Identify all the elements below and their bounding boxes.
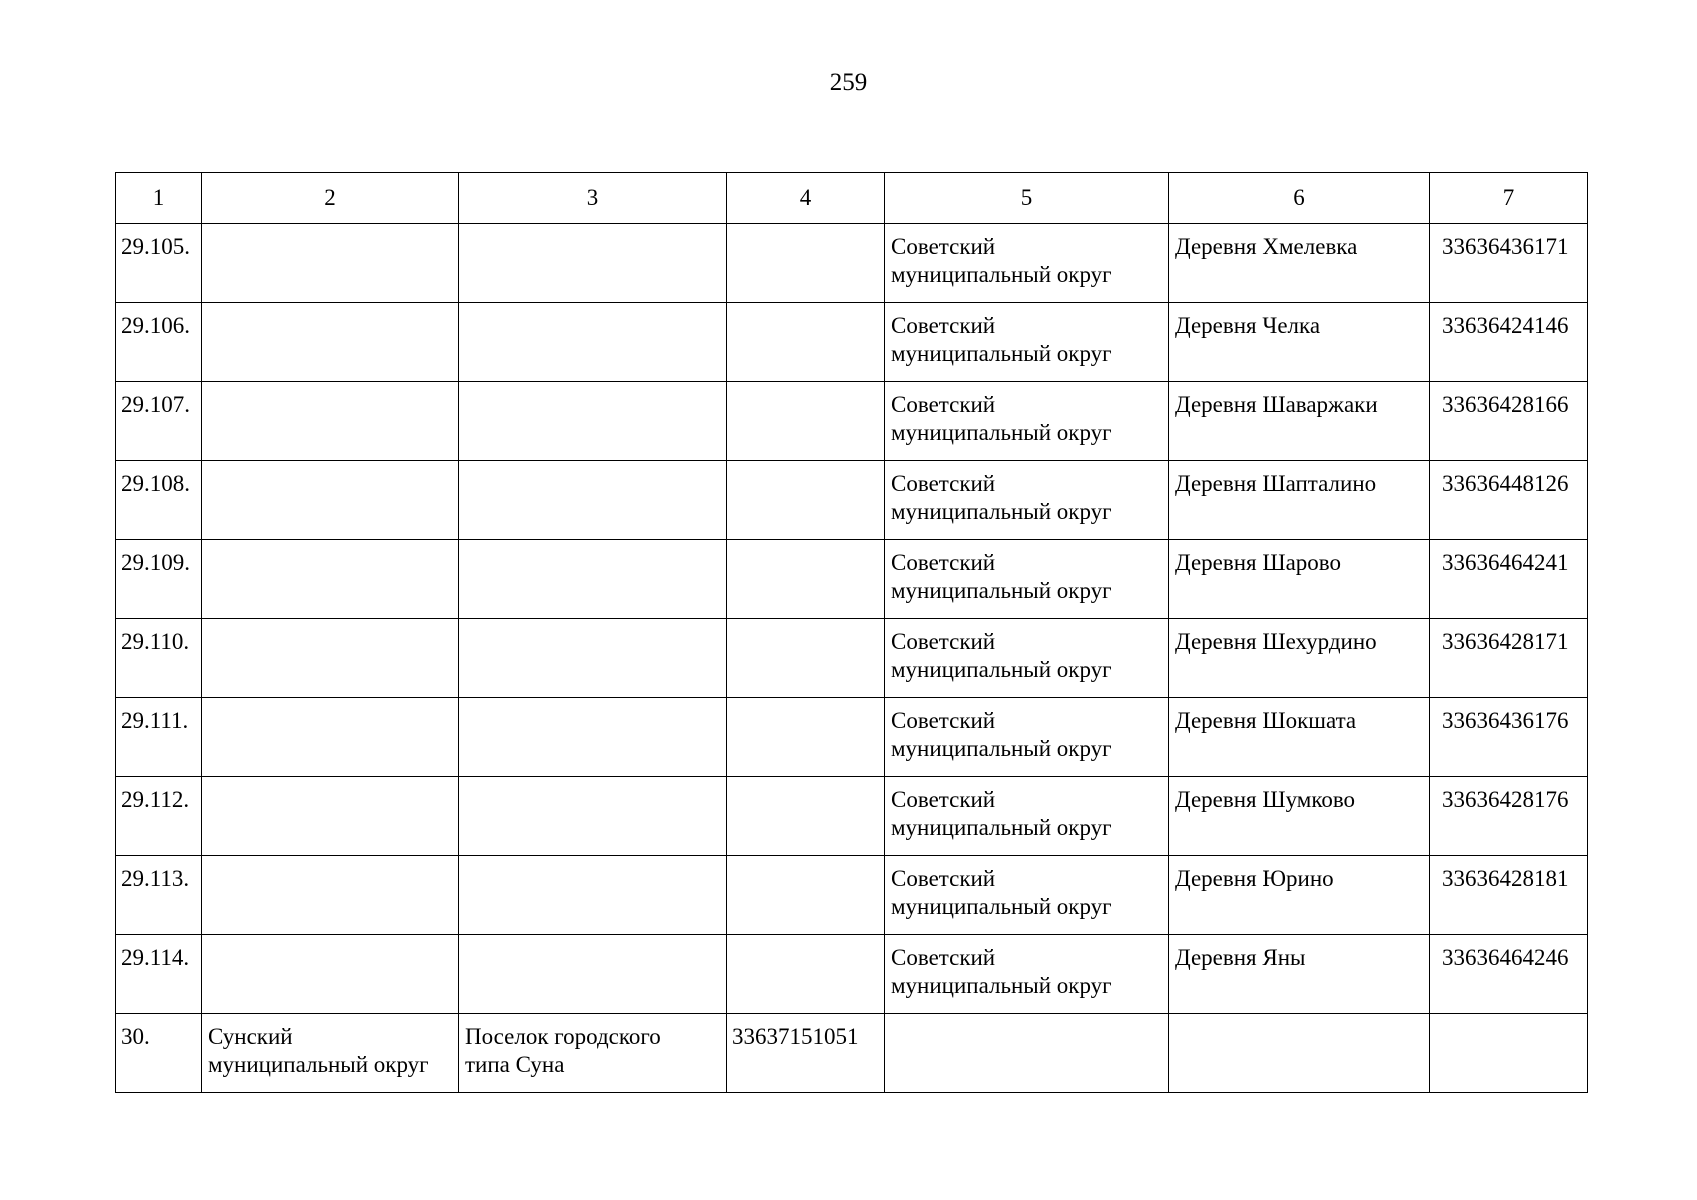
column-header: 4 [727, 173, 885, 224]
municipality-cell [885, 382, 1169, 461]
row-number-cell: 29.114. [116, 935, 202, 1014]
table-row [116, 619, 1588, 698]
cell-col-3 [459, 619, 727, 698]
cell-col-4 [727, 382, 885, 461]
cell-col-3 [459, 935, 727, 1014]
table-row [116, 224, 1588, 303]
cell-col-4 [727, 303, 885, 382]
row-number-cell: 29.110. [116, 619, 202, 698]
table-header-row [116, 173, 1588, 224]
municipality-name: Советский [891, 313, 996, 338]
row-number-cell: 29.112. [116, 777, 202, 856]
settlement-cell [459, 1014, 727, 1093]
municipality-name: Советский [891, 787, 996, 812]
cell-col-3 [459, 698, 727, 777]
municipality-cell [885, 777, 1169, 856]
cell-col-3 [459, 777, 727, 856]
row-number-cell: 29.109. [116, 540, 202, 619]
oktmo-code-cell: 33636464241 [1430, 540, 1588, 619]
column-header: 7 [1430, 173, 1588, 224]
settlement-cell: Деревня Яны [1169, 935, 1430, 1014]
cell-col-7 [1430, 1014, 1588, 1093]
table-row [116, 1014, 1588, 1093]
page-number: 259 [829, 69, 868, 96]
oktmo-code-cell: 33636448126 [1430, 461, 1588, 540]
table-row [116, 382, 1588, 461]
oktmo-code-cell: 33636436171 [1430, 224, 1588, 303]
cell-col-2 [202, 461, 459, 540]
cell-col-2 [202, 856, 459, 935]
table-row [116, 935, 1588, 1014]
table-row [116, 856, 1588, 935]
settlement-cell: Деревня Челка [1169, 303, 1430, 382]
cell-col-4 [727, 540, 885, 619]
cell-col-3 [459, 856, 727, 935]
municipality-name: Советский [891, 629, 996, 654]
oktmo-code-cell: 33636428171 [1430, 619, 1588, 698]
oktmo-code-cell: 33636428181 [1430, 856, 1588, 935]
municipality-cell [885, 698, 1169, 777]
cell-col-4 [727, 619, 885, 698]
row-number-cell: 29.107. [116, 382, 202, 461]
municipality-type: муниципальный округ [891, 262, 1112, 287]
settlement-cell: Деревня Шехурдино [1169, 619, 1430, 698]
cell-col-3 [459, 461, 727, 540]
municipality-cell [885, 935, 1169, 1014]
cell-col-2 [202, 303, 459, 382]
oktmo-code-cell: 33636424146 [1430, 303, 1588, 382]
document-table [115, 172, 1588, 1093]
cell-col-2 [202, 382, 459, 461]
municipality-name: Советский [891, 550, 996, 575]
cell-col-2 [202, 224, 459, 303]
municipality-name: Советский [891, 866, 996, 891]
municipality-type: муниципальный округ [891, 499, 1112, 524]
column-header: 3 [459, 173, 727, 224]
municipality-cell [885, 224, 1169, 303]
table-row [116, 303, 1588, 382]
row-number-cell: 29.111. [116, 698, 202, 777]
table-row [116, 777, 1588, 856]
cell-col-3 [459, 303, 727, 382]
municipality-type: муниципальный округ [891, 973, 1112, 998]
cell-col-4 [727, 698, 885, 777]
cell-col-4 [727, 777, 885, 856]
municipality-name: Советский [891, 945, 996, 970]
settlement-name-line2: типа Суна [465, 1052, 565, 1077]
municipality-type: муниципальный округ [891, 420, 1112, 445]
cell-col-3 [459, 224, 727, 303]
cell-col-3 [459, 540, 727, 619]
cell-col-2 [202, 698, 459, 777]
column-header: 2 [202, 173, 459, 224]
municipality-cell [885, 461, 1169, 540]
oktmo-code-cell: 33636428166 [1430, 382, 1588, 461]
settlement-cell: Деревня Шокшата [1169, 698, 1430, 777]
municipality-name: Советский [891, 234, 996, 259]
municipality-type: муниципальный округ [208, 1052, 429, 1077]
municipality-type: муниципальный округ [891, 894, 1112, 919]
cell-col-4 [727, 461, 885, 540]
settlement-cell: Деревня Шарово [1169, 540, 1430, 619]
settlement-cell: Деревня Шапталино [1169, 461, 1430, 540]
cell-col-4 [727, 224, 885, 303]
oktmo-code-cell: 33637151051 [727, 1014, 885, 1093]
municipality-cell [202, 1014, 459, 1093]
cell-col-3 [459, 382, 727, 461]
cell-col-2 [202, 540, 459, 619]
municipality-name: Советский [891, 471, 996, 496]
municipality-type: муниципальный округ [891, 736, 1112, 761]
row-number-cell: 29.106. [116, 303, 202, 382]
municipality-type: муниципальный округ [891, 578, 1112, 603]
settlement-cell: Деревня Шаваржаки [1169, 382, 1430, 461]
oktmo-code-cell: 33636436176 [1430, 698, 1588, 777]
column-header: 6 [1169, 173, 1430, 224]
municipality-name: Сунский [208, 1024, 293, 1049]
oktmo-code-cell: 33636464246 [1430, 935, 1588, 1014]
municipality-cell [885, 540, 1169, 619]
row-number-cell: 29.113. [116, 856, 202, 935]
municipality-name: Советский [891, 392, 996, 417]
cell-col-2 [202, 935, 459, 1014]
table-row [116, 540, 1588, 619]
municipality-type: муниципальный округ [891, 341, 1112, 366]
cell-col-4 [727, 856, 885, 935]
municipality-cell [885, 619, 1169, 698]
municipality-type: муниципальный округ [891, 815, 1112, 840]
row-number-cell: 29.105. [116, 224, 202, 303]
municipality-name: Советский [891, 708, 996, 733]
cell-col-6 [1169, 1014, 1430, 1093]
settlement-name-line1: Поселок городского [465, 1024, 661, 1049]
cell-col-5 [885, 1014, 1169, 1093]
cell-col-4 [727, 935, 885, 1014]
cell-col-2 [202, 619, 459, 698]
municipality-cell [885, 856, 1169, 935]
municipality-cell [885, 303, 1169, 382]
column-header: 5 [885, 173, 1169, 224]
table-row [116, 461, 1588, 540]
table-row [116, 698, 1588, 777]
cell-col-2 [202, 777, 459, 856]
row-number-cell: 29.108. [116, 461, 202, 540]
column-header: 1 [116, 173, 202, 224]
row-number-cell: 30. [116, 1014, 202, 1093]
settlement-cell: Деревня Шумково [1169, 777, 1430, 856]
oktmo-code-cell: 33636428176 [1430, 777, 1588, 856]
municipality-type: муниципальный округ [891, 657, 1112, 682]
settlement-cell: Деревня Юрино [1169, 856, 1430, 935]
settlement-cell: Деревня Хмелевка [1169, 224, 1430, 303]
